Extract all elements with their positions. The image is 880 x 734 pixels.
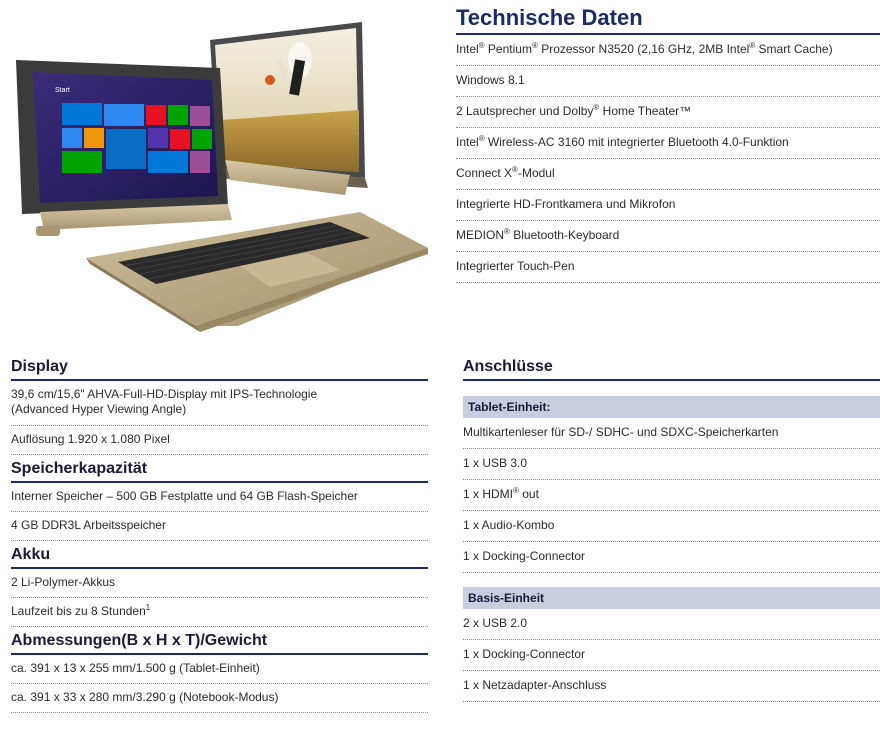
left-specs — [11, 359, 428, 719]
trademark-symbol: ® — [593, 103, 600, 112]
spec-text: 1 x HDMI — [463, 487, 514, 501]
port-row — [463, 511, 880, 542]
spec-row — [456, 252, 880, 283]
trademark-symbol: ® — [749, 41, 756, 50]
spec-text: 1 x Docking-Connector — [463, 549, 586, 563]
spec-group-title: Display — [11, 359, 428, 381]
port-row — [463, 542, 880, 573]
spec-text: Prozessor N3520 (2,16 GHz, 2MB Intel — [537, 42, 750, 56]
product-image — [0, 0, 440, 345]
spec-row — [456, 190, 880, 221]
keyboard-base — [86, 212, 428, 332]
trademark-symbol: ® — [478, 134, 485, 143]
tech-specs-section — [456, 7, 880, 283]
spec-group-title: Abmessungen(B x H x T)/Gewicht — [11, 633, 428, 655]
unit-header: Basis-Einheit — [463, 587, 880, 609]
spec-text: Wireless-AC 3160 mit integrierter Bluetooth 4.0-Funktion — [484, 135, 789, 149]
spec-text: Intel — [456, 42, 479, 56]
spec-text: out — [518, 487, 539, 501]
footnote-marker: 1 — [145, 603, 151, 612]
spec-text: Home Theater™ — [599, 104, 692, 118]
spec-text: Auflösung 1.920 x 1.080 Pixel — [11, 432, 170, 446]
ports-section — [463, 359, 880, 702]
spec-group — [11, 359, 428, 455]
port-row — [463, 449, 880, 480]
spec-text: -Modul — [517, 166, 555, 180]
spec-text: 1 x USB 3.0 — [463, 456, 528, 470]
spec-text: ca. 391 x 13 x 255 mm/1.500 g (Tablet-Einheit) — [11, 661, 260, 675]
ports-title: Anschlüsse — [463, 359, 880, 381]
spec-text: Smart Cache) — [755, 42, 833, 56]
spec-text: Laufzeit bis zu 8 Stunden — [11, 604, 146, 618]
trademark-symbol: ® — [531, 41, 538, 50]
laptop-tablet-illustration — [0, 0, 440, 345]
spec-text: 39,6 cm/15,6" AHVA-Full-HD-Display mit IPS-Technologie — [11, 387, 318, 401]
rear-tablet — [210, 22, 368, 195]
spec-row — [456, 159, 880, 190]
spec-group — [11, 461, 428, 541]
spec-text: Windows 8.1 — [456, 73, 525, 87]
unit-header: Tablet-Einheit: — [463, 396, 880, 418]
spec-row — [456, 35, 880, 66]
spec-text: ca. 391 x 33 x 280 mm/3.290 g (Notebook-Modus) — [11, 690, 279, 704]
spec-row — [456, 97, 880, 128]
port-row — [463, 480, 880, 511]
spec-row — [11, 684, 428, 713]
spec-row — [11, 655, 428, 684]
spec-row — [11, 598, 428, 627]
front-tablet — [16, 60, 232, 236]
spec-text: 4 GB DDR3L Arbeitsspeicher — [11, 518, 166, 532]
spec-text: (Advanced Hyper Viewing Angle) — [11, 402, 187, 416]
spec-group-title: Speicherkapazität — [11, 461, 428, 483]
spec-text: Intel — [456, 135, 479, 149]
trademark-symbol: ® — [504, 227, 510, 236]
spec-text: Connect X — [456, 166, 513, 180]
port-row — [463, 418, 880, 449]
spec-text: 2 x USB 2.0 — [463, 616, 528, 630]
spec-row — [456, 66, 880, 97]
svg-text:Start: Start — [55, 87, 70, 94]
spec-text: 1 x Netzadapter-Anschluss — [463, 678, 607, 692]
spec-row — [11, 483, 428, 512]
trademark-symbol: ® — [478, 41, 485, 50]
spec-row — [456, 128, 880, 159]
spec-text: 2 Li-Polymer-Akkus — [11, 575, 116, 589]
spec-text: Multikartenleser für SD-/ SDHC- und SDXC-Speicherkarten — [463, 425, 779, 439]
spec-row — [11, 569, 428, 598]
spec-text: MEDION — [456, 228, 504, 242]
page-title: Technische Daten — [456, 7, 880, 35]
spec-text: Pentium — [484, 42, 532, 56]
spec-row — [456, 221, 880, 252]
spec-group — [11, 547, 428, 627]
spec-text: 1 x Docking-Connector — [463, 647, 586, 661]
spec-group-title: Akku — [11, 547, 428, 569]
port-row — [463, 671, 880, 702]
spec-line — [11, 604, 428, 619]
spec-text: Interner Speicher – 500 GB Festplatte und 64 GB Flash-Speicher — [11, 489, 358, 503]
spec-text: 2 Lautsprecher und Dolby — [456, 104, 594, 118]
spec-text: Integrierte HD-Frontkamera und Mikrofon — [456, 197, 676, 211]
spec-row — [11, 512, 428, 541]
spec-text: 1 x Audio-Kombo — [463, 518, 555, 532]
trademark-symbol: ® — [513, 486, 519, 495]
spec-text: Integrierter Touch-Pen — [456, 259, 575, 273]
spec-group — [11, 633, 428, 713]
spec-row — [11, 381, 428, 426]
port-row — [463, 640, 880, 671]
ports-units — [463, 396, 880, 702]
spec-row — [11, 426, 428, 455]
spec-text: Bluetooth-Keyboard — [509, 228, 620, 242]
port-row — [463, 609, 880, 640]
tech-specs-list — [456, 35, 880, 283]
trademark-symbol: ® — [512, 165, 518, 174]
